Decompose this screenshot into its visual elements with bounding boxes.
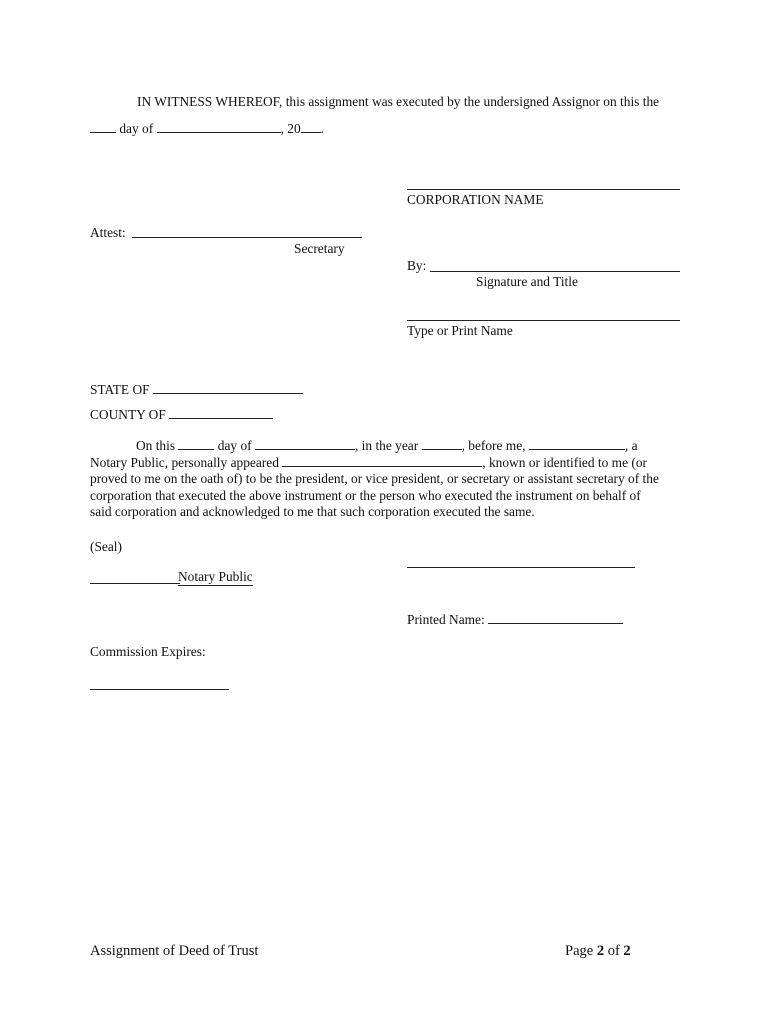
day-blank[interactable]	[90, 121, 116, 133]
state-of-row	[90, 382, 303, 396]
notary-year-blank[interactable]	[422, 438, 462, 450]
of-word: of	[607, 943, 620, 959]
county-of-label: COUNTY OF	[90, 407, 166, 422]
corporation-name-label: CORPORATION NAME	[407, 192, 544, 207]
before-me-label: , before me,	[461, 438, 526, 453]
print-name-line[interactable]	[407, 320, 680, 321]
on-this-label: On this	[136, 438, 176, 453]
notary-line-5: said corporation and acknowledged to me that such corporation executed the same.	[90, 504, 535, 519]
printed-name-row	[407, 612, 623, 626]
month-blank[interactable]	[157, 121, 281, 133]
notary-line-2	[90, 455, 680, 472]
by-label: By:	[407, 258, 427, 273]
commission-expires-line[interactable]	[90, 689, 229, 690]
footer-page-number	[565, 944, 631, 959]
notary-day-blank[interactable]	[178, 438, 214, 450]
corporation-name-line[interactable]	[407, 189, 680, 190]
notary-line-1	[90, 438, 680, 455]
seal-label: (Seal)	[90, 539, 122, 554]
notary-public-blank[interactable]	[90, 570, 178, 581]
witness-statement: IN WITNESS WHEREOF, this assignment was executed by the undersigned Assignor on this the	[137, 94, 660, 109]
period: .	[320, 121, 325, 136]
notary-line-4: corporation that executed the above instrument or the person who executed the instrument on behalf of	[90, 487, 641, 503]
state-blank[interactable]	[153, 382, 303, 394]
notary-day-of-label: day of	[217, 438, 252, 453]
a-label: , a	[624, 438, 638, 453]
notary-public-label: Notary Public	[178, 569, 253, 584]
witness-date-line	[90, 121, 324, 135]
notary-public-underline	[90, 583, 180, 584]
notary-name-blank[interactable]	[529, 438, 625, 450]
year-blank[interactable]	[301, 121, 321, 133]
attest-signature-line[interactable]	[132, 237, 362, 238]
county-of-row	[90, 407, 273, 421]
notary-month-blank[interactable]	[255, 438, 355, 450]
notary-signature-line[interactable]	[407, 567, 635, 568]
personally-appeared-label: Notary Public, personally appeared	[90, 454, 279, 470]
appeared-person-blank[interactable]	[282, 455, 482, 467]
secretary-label: Secretary	[294, 241, 345, 256]
type-print-name-label: Type or Print Name	[407, 323, 513, 338]
page-current: 2	[596, 943, 605, 959]
state-of-label: STATE OF	[90, 382, 150, 397]
page-word: Page	[565, 943, 594, 959]
printed-name-blank[interactable]	[488, 612, 623, 624]
signature-title-label: Signature and Title	[476, 274, 578, 289]
by-signature-line[interactable]	[430, 271, 680, 272]
notary-acknowledgment-paragraph	[90, 438, 680, 521]
year-prefix: , 20	[280, 121, 301, 136]
known-label: , known or identified to me (or	[482, 454, 648, 470]
attest-label: Attest:	[90, 225, 126, 240]
page-total: 2	[623, 943, 631, 959]
notary-public-row	[90, 570, 253, 583]
printed-name-label: Printed Name:	[407, 612, 485, 627]
day-of-label: day of	[119, 121, 154, 136]
commission-expires-label: Commission Expires:	[90, 644, 206, 659]
notary-line-3: proved to me on the oath of) to be the president, or vice president, or secretary or assistant secretary of the	[90, 471, 659, 486]
in-the-year-label: , in the year	[354, 438, 419, 453]
footer-document-title: Assignment of Deed of Trust	[90, 943, 259, 959]
county-blank[interactable]	[169, 407, 273, 419]
